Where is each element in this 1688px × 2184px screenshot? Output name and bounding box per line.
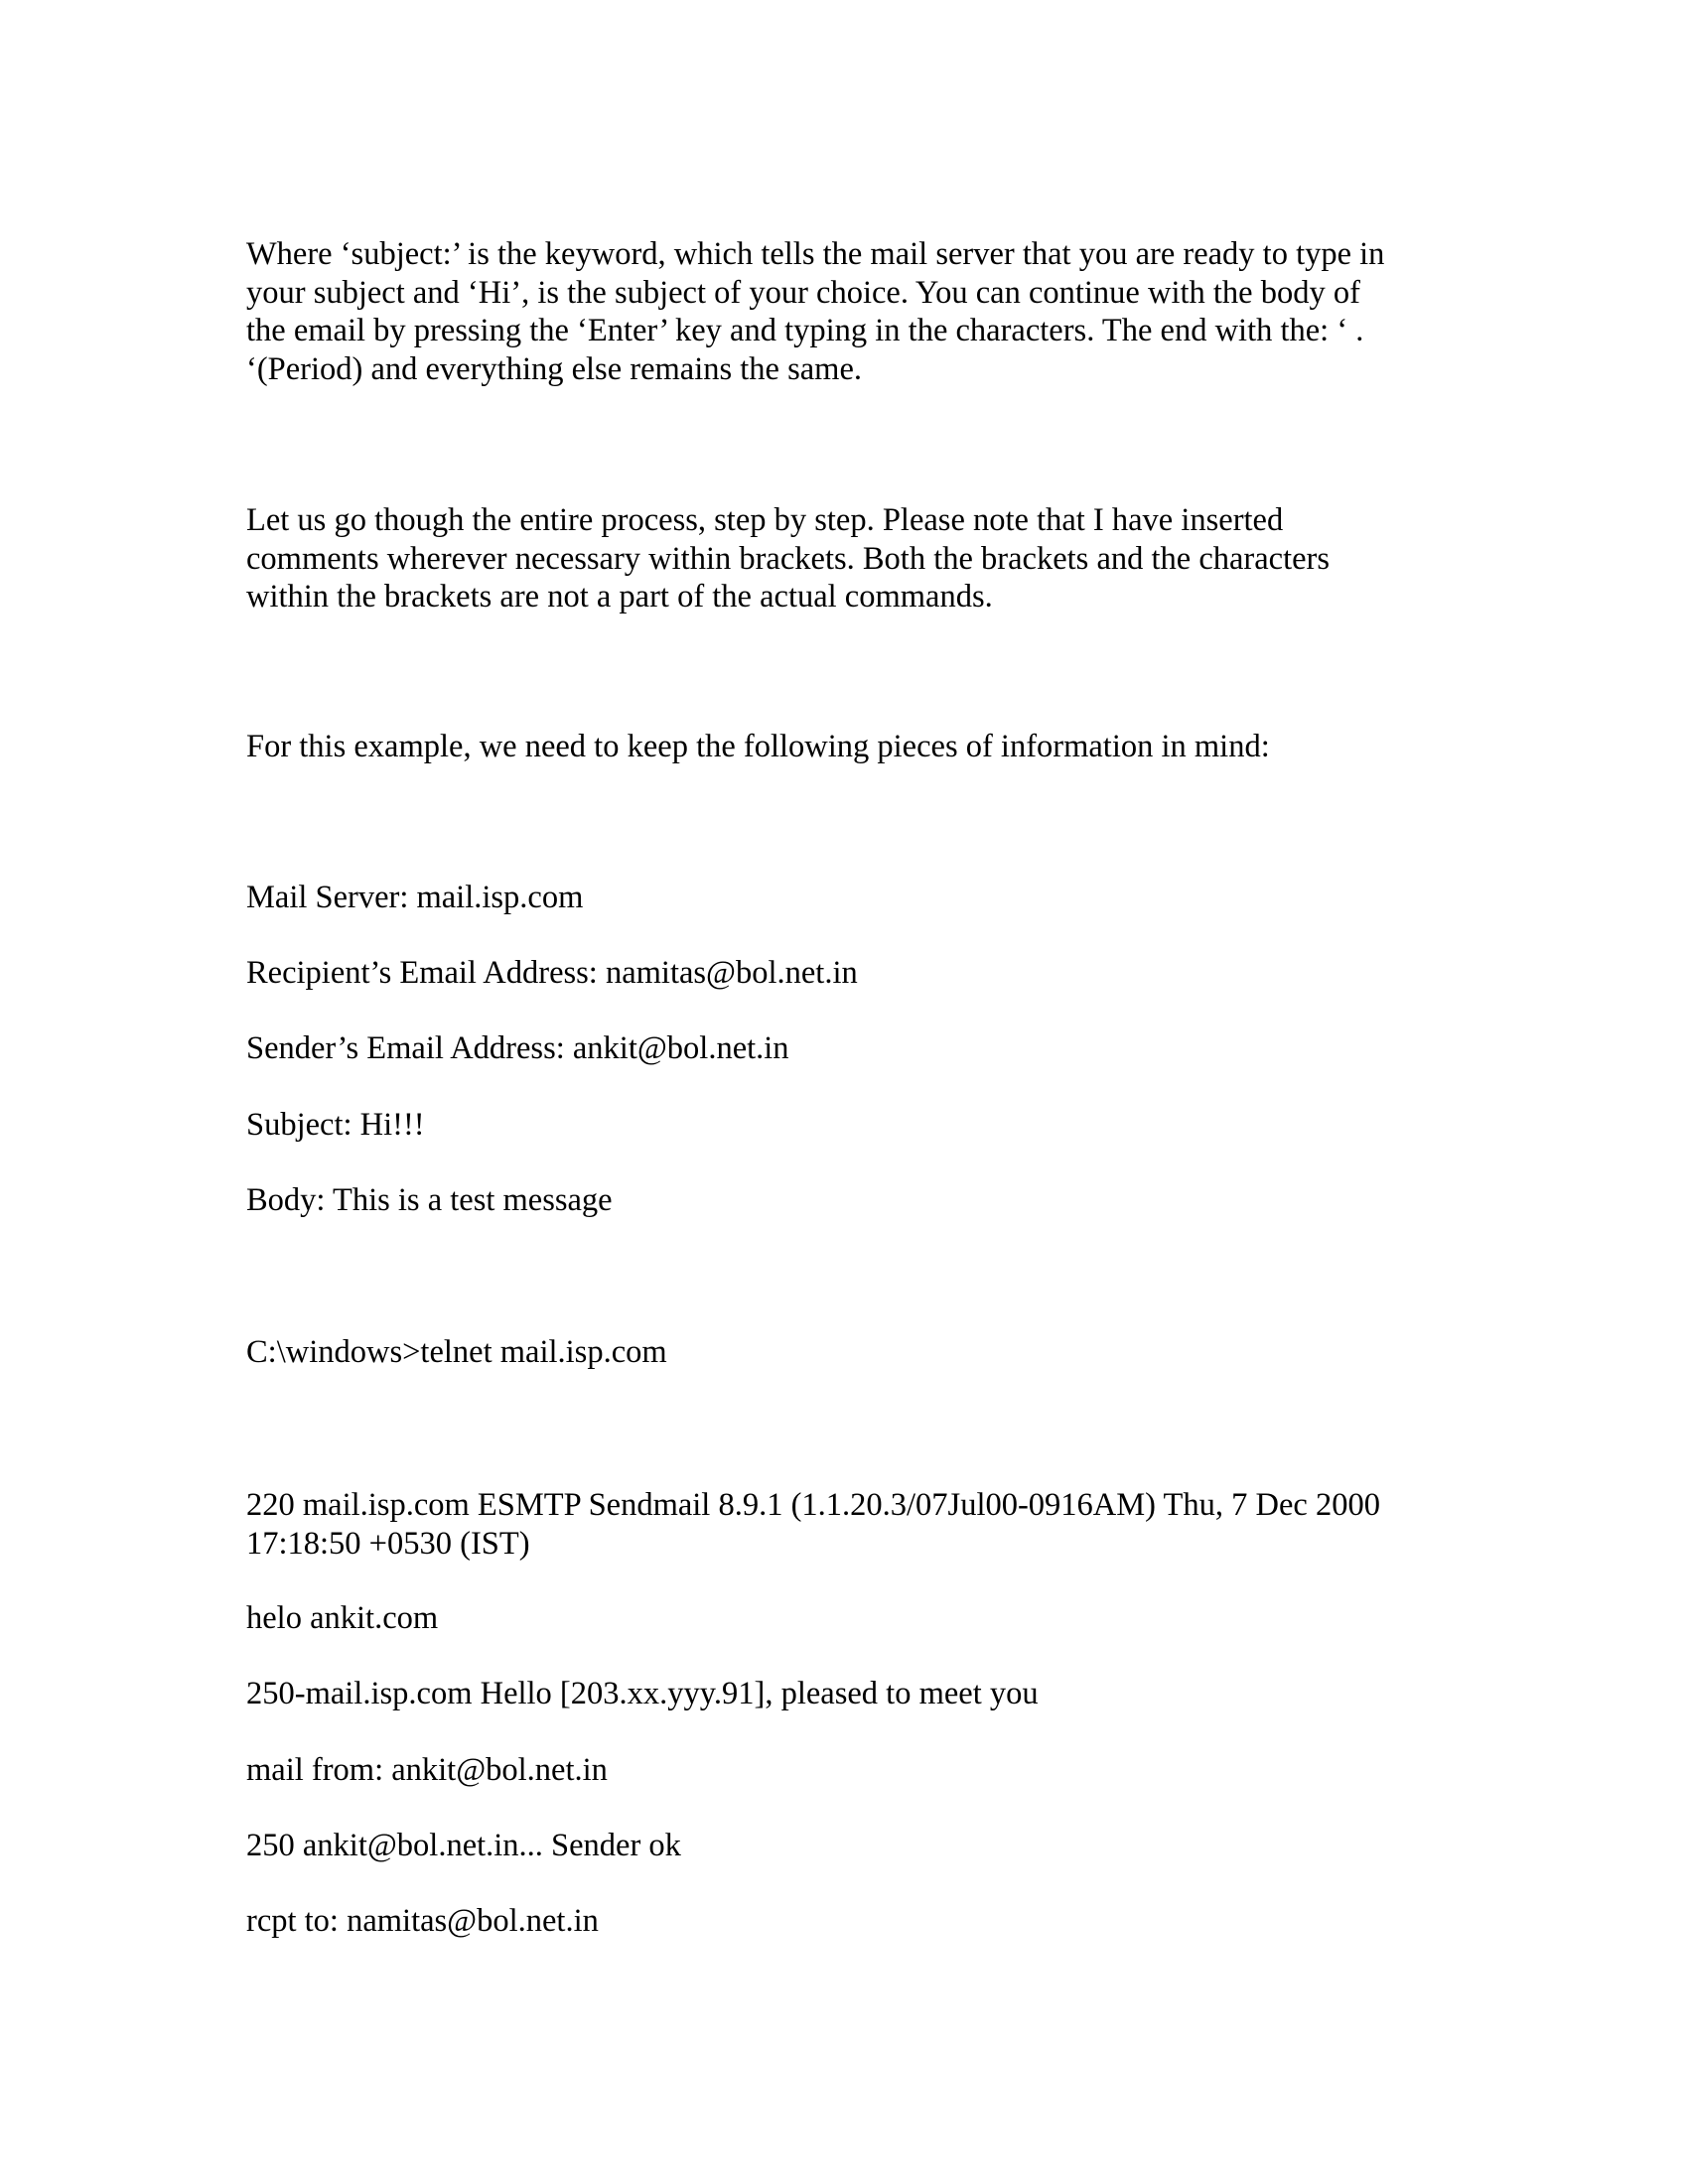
paragraph-subject-keyword: Where ‘subject:’ is the keyword, which tells the mail server that you are ready to type in your subject and ‘Hi’, is the subject of your choice. You can continue with the body of the email by pressing the ‘Enter’ key and typing in the characters. The end with the: ‘ . ‘(Period) and everything else remains the same.	[246, 236, 1385, 387]
info-body: Body: This is a test message	[246, 1182, 613, 1218]
paragraph-process-intro: Let us go though the entire process, step by step. Please note that I have inserted comments wherever necessary within brackets. Both the brackets and the characters within the brackets are not a part of the actual commands.	[246, 502, 1331, 614]
command-mail-from: mail from: ankit@bol.net.in	[246, 1752, 608, 1788]
response-220: 220 mail.isp.com ESMTP Sendmail 8.9.1 (1.1.20.3/07Jul00-0916AM) Thu, 7 Dec 2000 17:18:50 +0530 (IST)	[246, 1487, 1380, 1562]
response-250-hello: 250-mail.isp.com Hello [203.xx.yyy.91], pleased to meet you	[246, 1676, 1039, 1711]
command-rcpt-to: rcpt to: namitas@bol.net.in	[246, 1903, 599, 1939]
info-mail-server: Mail Server: mail.isp.com	[246, 880, 584, 915]
info-subject: Subject: Hi!!!	[246, 1107, 425, 1143]
info-recipient: Recipient’s Email Address: namitas@bol.net.in	[246, 955, 858, 991]
command-helo: helo ankit.com	[246, 1600, 439, 1636]
info-sender: Sender’s Email Address: ankit@bol.net.in	[246, 1030, 789, 1066]
paragraph-info-intro: For this example, we need to keep the following pieces of information in mind:	[246, 729, 1270, 764]
command-telnet: C:\windows>telnet mail.isp.com	[246, 1334, 667, 1370]
response-250-sender: 250 ankit@bol.net.in... Sender ok	[246, 1828, 681, 1863]
